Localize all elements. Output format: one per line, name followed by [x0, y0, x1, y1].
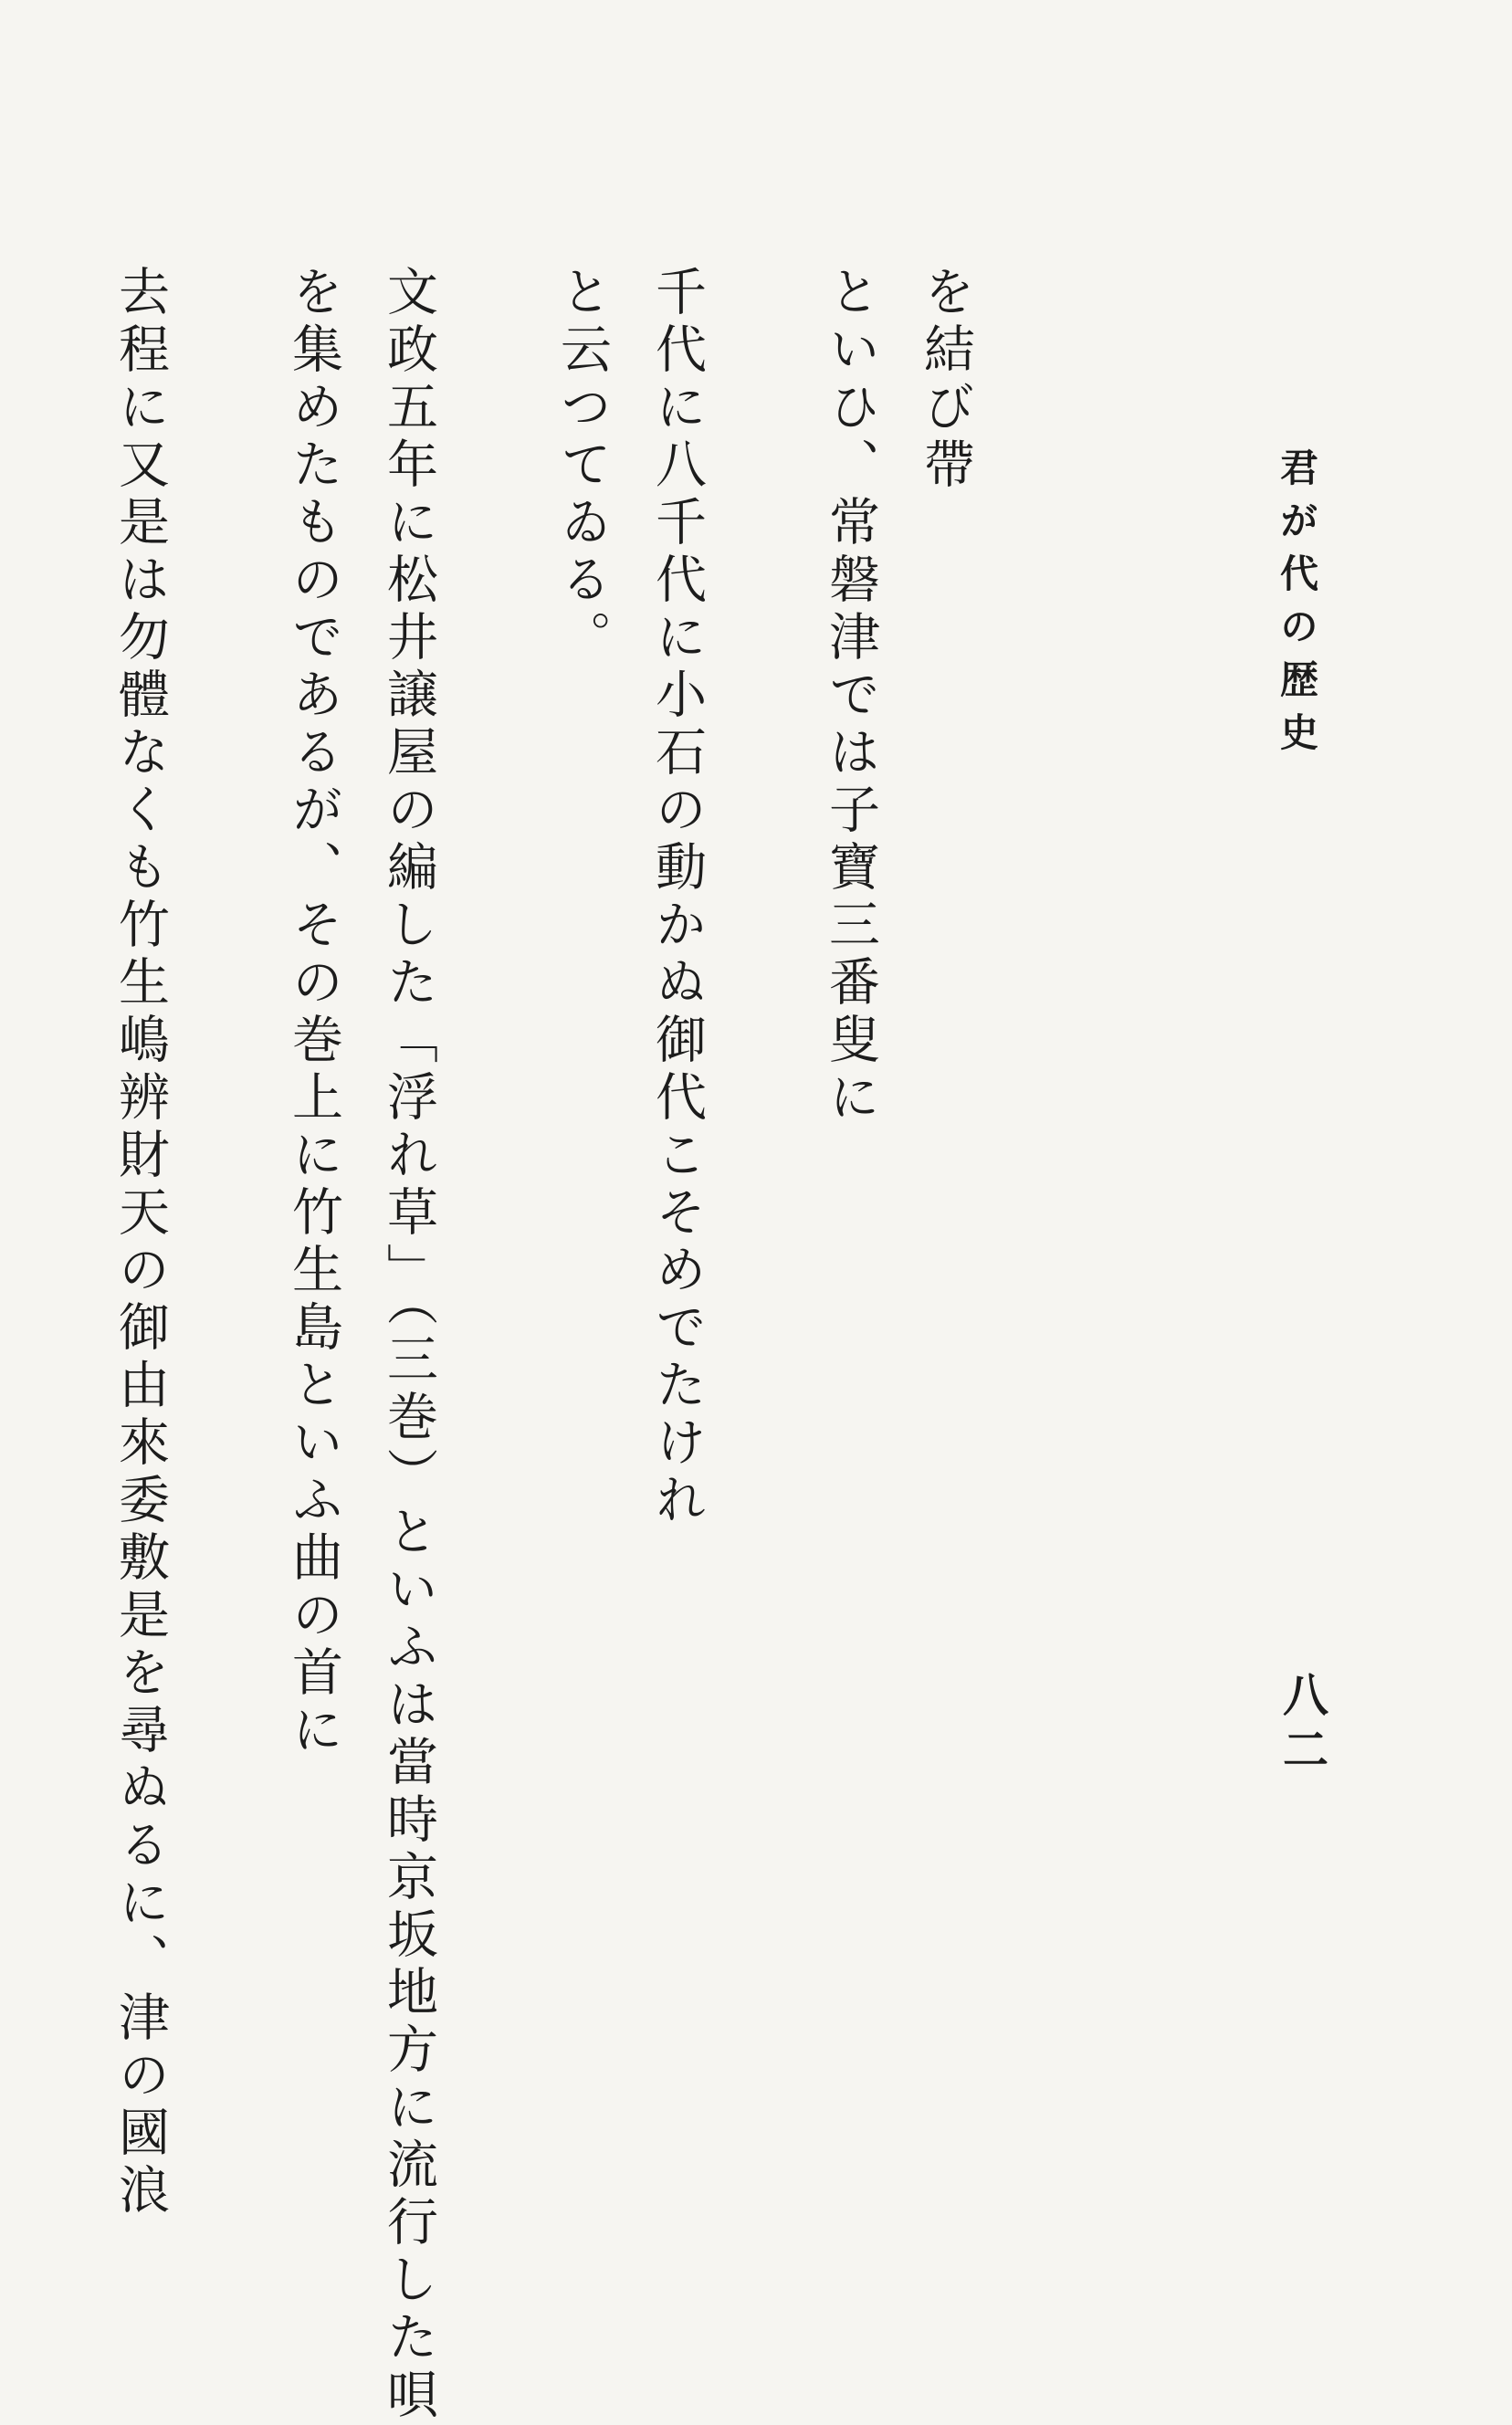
- text-line: 文政五年に松井譲屋の編した「浮れ草」（三巻）といふは當時京坂地方に流行した唄: [379, 265, 438, 2425]
- text-line: といひ、常磐津では子寶三番叟に: [821, 265, 880, 1128]
- page-number: 八二: [1276, 1671, 1329, 1780]
- running-title: 君が代の歴史: [1275, 447, 1319, 765]
- text-line: [0, 265, 20, 2091]
- body-text: [110, 265, 1065, 2425]
- text-line: を結び帶: [916, 265, 975, 495]
- text-line: 去程に又是は勿體なくも竹生嶋辨財天の御由來委敷是を尋ぬるに、津の國浪: [110, 265, 170, 2220]
- text-line: 千代に八千代に小石の動かぬ御代こそめでたけれ: [647, 265, 707, 1530]
- text-line: を集めたものであるが、その巻上に竹生島といふ曲の首に: [284, 265, 343, 1760]
- text-line: と云つてゐる。: [552, 265, 612, 667]
